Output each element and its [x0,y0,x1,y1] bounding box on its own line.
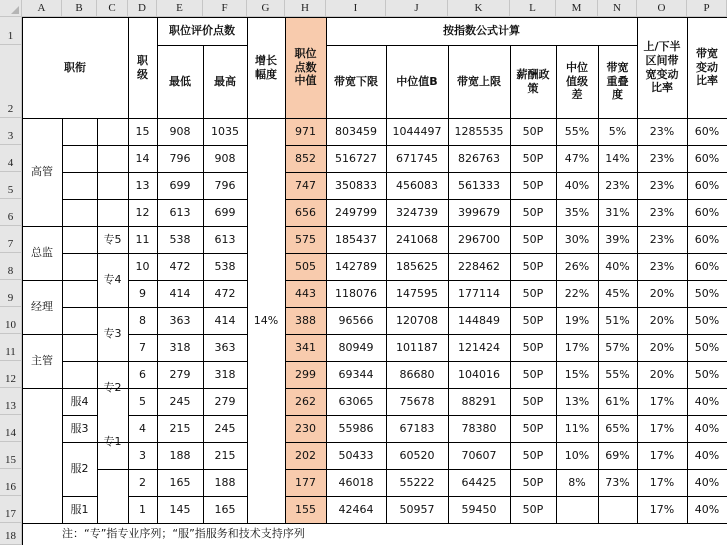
cell-level-row16[interactable]: 2 [139,475,146,489]
col-header-A[interactable]: A [22,0,62,17]
cell-band-high-row3[interactable]: 1285535 [454,124,504,138]
select-all-corner[interactable] [0,0,22,17]
cell-mid-row6[interactable]: 656 [285,199,326,226]
cell-band-mid-row15[interactable]: 60520 [399,448,435,462]
row-header-14[interactable]: 14 [0,415,22,442]
cell-mid-diff-row7[interactable]: 30% [564,232,590,246]
rank-zhuan1[interactable]: 专1 [103,435,122,449]
cell-band-low-row17[interactable]: 42464 [338,502,374,516]
rank-zhuan5[interactable]: 专5 [103,232,122,246]
cell-mid-row7[interactable]: 575 [285,226,326,253]
row-header-16[interactable]: 16 [0,469,22,496]
header-band-mid[interactable]: 中位值B [396,74,438,88]
cell-band-mid-row7[interactable]: 241068 [396,232,438,246]
cell-high-row16[interactable]: 188 [214,475,236,489]
cell-band-mid-row10[interactable]: 120708 [396,313,438,327]
cell-high-row6[interactable]: 699 [214,205,236,219]
header-mid-diff[interactable]: 中位值级差 [566,60,588,102]
cell-band-mid-row8[interactable]: 185625 [396,259,438,273]
cell-mid-diff-row4[interactable]: 47% [564,151,590,165]
cell-band-high-row12[interactable]: 104016 [458,367,500,381]
cell-mid-row4[interactable]: 852 [285,145,326,172]
cell-overlap-row9[interactable]: 45% [605,286,630,300]
cell-low-row15[interactable]: 188 [169,448,191,462]
col-header-C[interactable]: C [97,0,128,17]
col-header-K[interactable]: K [448,0,510,17]
col-header-E[interactable]: E [157,0,203,17]
cell-level-row14[interactable]: 4 [139,421,146,435]
cell-half-ratio-row9[interactable]: 20% [649,286,675,300]
col-header-B[interactable]: B [62,0,97,17]
cell-band-change-row16[interactable]: 40% [694,475,720,489]
cell-band-low-row6[interactable]: 249799 [335,205,377,219]
row-header-4[interactable]: 4 [0,145,22,172]
cell-band-change-row4[interactable]: 60% [694,151,720,165]
cell-overlap-row7[interactable]: 39% [605,232,630,246]
cell-mid-row15[interactable]: 202 [285,442,326,469]
cell-level-row13[interactable]: 5 [139,394,146,408]
cell-band-low-row14[interactable]: 55986 [338,421,374,435]
cell-overlap-row17[interactable] [598,496,637,523]
cell-high-row8[interactable]: 538 [214,259,236,273]
cell-band-low-row11[interactable]: 80949 [338,340,374,354]
cell-band-change-row17[interactable]: 40% [694,502,720,516]
cell-band-high-row15[interactable]: 70607 [461,448,497,462]
cell-high-row10[interactable]: 414 [214,313,236,327]
cell-level-row9[interactable]: 9 [139,286,146,300]
cell-policy-row16[interactable]: 50P [522,475,544,489]
cell-overlap-row6[interactable]: 31% [605,205,630,219]
cell-high-row15[interactable]: 215 [214,448,236,462]
cell-mid-diff-row5[interactable]: 40% [564,178,590,192]
cell-level-row8[interactable]: 10 [135,259,150,273]
cell-mid-row10[interactable]: 388 [285,307,326,334]
cell-band-change-row7[interactable]: 60% [694,232,720,246]
cell-policy-row6[interactable]: 50P [522,205,544,219]
cell-mid-diff-row11[interactable]: 17% [564,340,590,354]
rank-fu4[interactable]: 服4 [70,394,89,408]
row-header-12[interactable]: 12 [0,361,22,388]
col-header-L[interactable]: L [510,0,556,17]
cell-half-ratio-row17[interactable]: 17% [649,502,675,516]
header-formula-group[interactable]: 按指数公式计算 [443,24,520,38]
header-eval-points[interactable]: 职位评价点数 [169,24,235,38]
col-header-O[interactable]: O [637,0,687,17]
rank-zhuan2[interactable]: 专2 [103,381,122,395]
cell-band-change-row12[interactable]: 50% [694,367,720,381]
cell-overlap-row12[interactable]: 55% [605,367,630,381]
col-header-D[interactable]: D [128,0,157,17]
cell-mid-row5[interactable]: 747 [285,172,326,199]
cell-policy-row13[interactable]: 50P [522,394,544,408]
cell-half-ratio-row10[interactable]: 20% [649,313,675,327]
cell-band-low-row13[interactable]: 63065 [338,394,374,408]
cell-half-ratio-row12[interactable]: 20% [649,367,675,381]
cell-low-row9[interactable]: 414 [169,286,191,300]
cell-level-row11[interactable]: 7 [139,340,146,354]
row-header-17[interactable]: 17 [0,496,22,523]
cell-policy-row15[interactable]: 50P [522,448,544,462]
cell-mid-diff-row8[interactable]: 26% [564,259,590,273]
cell-high-row12[interactable]: 318 [214,367,236,381]
cell-band-change-row14[interactable]: 40% [694,421,720,435]
col-header-P[interactable]: P [687,0,727,17]
cell-band-change-row13[interactable]: 40% [694,394,720,408]
cell-band-low-row7[interactable]: 185437 [335,232,377,246]
rank-director[interactable]: 总监 [31,246,53,260]
cell-mid-row11[interactable]: 341 [285,334,326,361]
cell-band-change-row5[interactable]: 60% [694,178,720,192]
cell-mid-row17[interactable]: 155 [285,496,326,523]
cell-mid-row8[interactable]: 505 [285,253,326,280]
cell-overlap-row10[interactable]: 51% [605,313,630,327]
cell-low-row6[interactable]: 613 [169,205,191,219]
cell-mid-row13[interactable]: 262 [285,388,326,415]
header-level[interactable]: 职级 [137,53,148,81]
cell-policy-row14[interactable]: 50P [522,421,544,435]
cell-low-row10[interactable]: 363 [169,313,191,327]
cell-band-low-row15[interactable]: 50433 [338,448,374,462]
row-header-11[interactable]: 11 [0,334,22,361]
cell-low-row13[interactable]: 245 [169,394,191,408]
cell-high-row17[interactable]: 165 [214,502,236,516]
cell-mid-row3[interactable]: 971 [285,118,326,145]
cell-policy-row5[interactable]: 50P [522,178,544,192]
cell-band-low-row3[interactable]: 803459 [335,124,377,138]
cell-half-ratio-row11[interactable]: 20% [649,340,675,354]
rank-fu2[interactable]: 服2 [70,462,89,476]
cell-overlap-row11[interactable]: 57% [605,340,630,354]
cell-band-high-row17[interactable]: 59450 [461,502,497,516]
cell-overlap-row16[interactable]: 73% [605,475,630,489]
row-header-2[interactable]: 2 [0,45,22,118]
row-header-1[interactable]: 1 [0,17,22,45]
cell-half-ratio-row14[interactable]: 17% [649,421,675,435]
cell-mid-diff-row9[interactable]: 22% [564,286,590,300]
cell-half-ratio-row8[interactable]: 23% [649,259,675,273]
cell-band-high-row7[interactable]: 296700 [458,232,500,246]
row-header-9[interactable]: 9 [0,280,22,307]
rank-fu1[interactable]: 服1 [70,502,89,516]
cell-band-high-row10[interactable]: 144849 [458,313,500,327]
cell-mid-diff-row14[interactable]: 11% [564,421,590,435]
row-header-13[interactable]: 13 [0,388,22,415]
row-header-3[interactable]: 3 [0,118,22,145]
header-band-low[interactable]: 带宽下限 [334,74,378,88]
cell-band-low-row5[interactable]: 350833 [335,178,377,192]
cell-band-mid-row6[interactable]: 324739 [396,205,438,219]
cell-band-mid-row5[interactable]: 456083 [396,178,438,192]
col-header-M[interactable]: M [556,0,598,17]
col-header-J[interactable]: J [386,0,448,17]
header-overlap[interactable]: 带宽重叠度 [606,60,629,102]
row-header-15[interactable]: 15 [0,442,22,469]
cell-band-mid-row14[interactable]: 67183 [399,421,435,435]
col-header-I[interactable]: I [326,0,386,17]
cell-band-mid-row13[interactable]: 75678 [399,394,435,408]
cell-band-low-row16[interactable]: 46018 [338,475,374,489]
cell-mid-row9[interactable]: 443 [285,280,326,307]
cell-high-row4[interactable]: 908 [214,151,236,165]
col-header-H[interactable]: H [285,0,326,17]
cell-level-row12[interactable]: 6 [139,367,146,381]
cell-level-row3[interactable]: 15 [135,124,150,138]
cell-band-mid-row12[interactable]: 86680 [399,367,435,381]
col-header-G[interactable]: G [247,0,285,17]
cell-low-row17[interactable]: 145 [169,502,191,516]
header-low[interactable]: 最低 [169,74,191,88]
col-header-N[interactable]: N [598,0,637,17]
header-policy[interactable]: 薪酬政策 [516,67,550,95]
cell-low-row14[interactable]: 215 [169,421,191,435]
cell-band-low-row8[interactable]: 142789 [335,259,377,273]
cell-mid-diff-row12[interactable]: 15% [564,367,590,381]
cell-band-low-row10[interactable]: 96566 [338,313,374,327]
cell-policy-row7[interactable]: 50P [522,232,544,246]
rank-fu3[interactable]: 服3 [70,421,89,435]
cell-mid-diff-row13[interactable]: 13% [564,394,590,408]
cell-policy-row11[interactable]: 50P [522,340,544,354]
cell-policy-row10[interactable]: 50P [522,313,544,327]
cell-mid-diff-row6[interactable]: 35% [564,205,590,219]
cell-band-high-row14[interactable]: 78380 [461,421,497,435]
cell-high-row3[interactable]: 1035 [211,124,239,138]
cell-band-mid-row17[interactable]: 50957 [399,502,435,516]
header-band-change[interactable]: 带宽变动比率 [696,46,718,88]
cell-mid-diff-row17[interactable] [556,496,598,523]
cell-half-ratio-row15[interactable]: 17% [649,448,675,462]
cell-high-row9[interactable]: 472 [214,286,236,300]
cell-overlap-row13[interactable]: 61% [605,394,630,408]
cell-band-mid-row9[interactable]: 147595 [396,286,438,300]
growth-value[interactable]: 14% [253,313,279,327]
cell-band-low-row4[interactable]: 516727 [335,151,377,165]
cell-high-row5[interactable]: 796 [214,178,236,192]
cell-band-change-row15[interactable]: 40% [694,448,720,462]
cell-high-row13[interactable]: 279 [214,394,236,408]
row-header-8[interactable]: 8 [0,253,22,280]
cell-half-ratio-row13[interactable]: 17% [649,394,675,408]
cell-band-high-row6[interactable]: 399679 [458,205,500,219]
cell-band-mid-row3[interactable]: 1044497 [392,124,442,138]
row-header-6[interactable]: 6 [0,199,22,226]
cell-half-ratio-row16[interactable]: 17% [649,475,675,489]
cell-band-low-row9[interactable]: 118076 [335,286,377,300]
cell-low-row11[interactable]: 318 [169,340,191,354]
cell-policy-row3[interactable]: 50P [522,124,544,138]
cell-band-high-row13[interactable]: 88291 [461,394,497,408]
col-header-F[interactable]: F [203,0,247,17]
cell-half-ratio-row4[interactable]: 23% [649,151,675,165]
cell-high-row11[interactable]: 363 [214,340,236,354]
header-growth[interactable]: 增长幅度 [255,53,277,81]
rank-supervisor[interactable]: 主管 [31,354,53,368]
cell-mid-row16[interactable]: 177 [285,469,326,496]
cell-low-row8[interactable]: 472 [169,259,191,273]
cell-level-row7[interactable]: 11 [135,232,150,246]
cell-low-row12[interactable]: 279 [169,367,191,381]
cell-band-change-row8[interactable]: 60% [694,259,720,273]
cell-low-row4[interactable]: 796 [169,151,191,165]
cell-half-ratio-row3[interactable]: 23% [649,124,675,138]
header-rank[interactable]: 职衔 [64,60,86,74]
cell-overlap-row15[interactable]: 69% [605,448,630,462]
cell-band-mid-row16[interactable]: 55222 [399,475,435,489]
cell-half-ratio-row5[interactable]: 23% [649,178,675,192]
cell-overlap-row5[interactable]: 23% [605,178,630,192]
header-high[interactable]: 最高 [214,74,236,88]
cell-high-row7[interactable]: 613 [214,232,236,246]
row-header-7[interactable]: 7 [0,226,22,253]
cell-low-row7[interactable]: 538 [169,232,191,246]
cell-policy-row4[interactable]: 50P [522,151,544,165]
cell-overlap-row14[interactable]: 65% [605,421,630,435]
cell-band-high-row16[interactable]: 64425 [461,475,497,489]
cell-level-row17[interactable]: 1 [139,502,146,516]
cell-mid-row12[interactable]: 299 [285,361,326,388]
footnote[interactable]: 注：“专”指专业序列；“服”指服务和技术支持序列 [62,527,305,541]
rank-zhuan4[interactable]: 专4 [103,273,122,287]
row-header-10[interactable]: 10 [0,307,22,334]
cell-band-high-row11[interactable]: 121424 [458,340,500,354]
cell-band-high-row5[interactable]: 561333 [458,178,500,192]
cell-band-change-row3[interactable]: 60% [694,124,720,138]
cell-band-change-row6[interactable]: 60% [694,205,720,219]
header-half-ratio[interactable]: 上/下半区间带宽变动比率 [643,40,681,95]
cell-overlap-row4[interactable]: 14% [605,151,630,165]
cell-policy-row9[interactable]: 50P [522,286,544,300]
cell-band-high-row4[interactable]: 826763 [458,151,500,165]
cell-low-row3[interactable]: 908 [169,124,191,138]
cell-level-row4[interactable]: 14 [135,151,150,165]
cell-half-ratio-row7[interactable]: 23% [649,232,675,246]
cell-level-row5[interactable]: 13 [135,178,150,192]
cell-low-row16[interactable]: 165 [169,475,191,489]
rank-senior-mgmt[interactable]: 高管 [31,165,53,179]
cell-band-change-row10[interactable]: 50% [694,313,720,327]
cell-band-low-row12[interactable]: 69344 [338,367,374,381]
cell-band-high-row9[interactable]: 177114 [458,286,500,300]
cell-level-row10[interactable]: 8 [139,313,146,327]
cell-mid-diff-row3[interactable]: 55% [564,124,590,138]
cell-band-mid-row4[interactable]: 671745 [396,151,438,165]
cell-low-row5[interactable]: 699 [169,178,191,192]
rank-manager[interactable]: 经理 [31,300,53,314]
header-band-high[interactable]: 带宽上限 [457,74,501,88]
cell-band-change-row11[interactable]: 50% [694,340,720,354]
cell-overlap-row8[interactable]: 40% [605,259,630,273]
cell-band-mid-row11[interactable]: 101187 [396,340,438,354]
cell-mid-row14[interactable]: 230 [285,415,326,442]
cell-band-high-row8[interactable]: 228462 [458,259,500,273]
cell-level-row15[interactable]: 3 [139,448,146,462]
row-header-18[interactable]: 18 [0,523,22,545]
cell-policy-row17[interactable]: 50P [522,502,544,516]
cell-band-change-row9[interactable]: 50% [694,286,720,300]
cell-mid-diff-row16[interactable]: 8% [568,475,586,489]
cell-high-row14[interactable]: 245 [214,421,236,435]
cell-policy-row8[interactable]: 50P [522,259,544,273]
cell-level-row6[interactable]: 12 [135,205,150,219]
cell-mid-diff-row10[interactable]: 19% [564,313,590,327]
header-midpoint[interactable]: 职位点数中值 [285,17,326,118]
cell-half-ratio-row6[interactable]: 23% [649,205,675,219]
rank-zhuan3[interactable]: 专3 [103,327,122,341]
row-header-5[interactable]: 5 [0,172,22,199]
cell-policy-row12[interactable]: 50P [522,367,544,381]
cell-mid-diff-row15[interactable]: 10% [564,448,590,462]
cell-overlap-row3[interactable]: 5% [608,124,627,138]
